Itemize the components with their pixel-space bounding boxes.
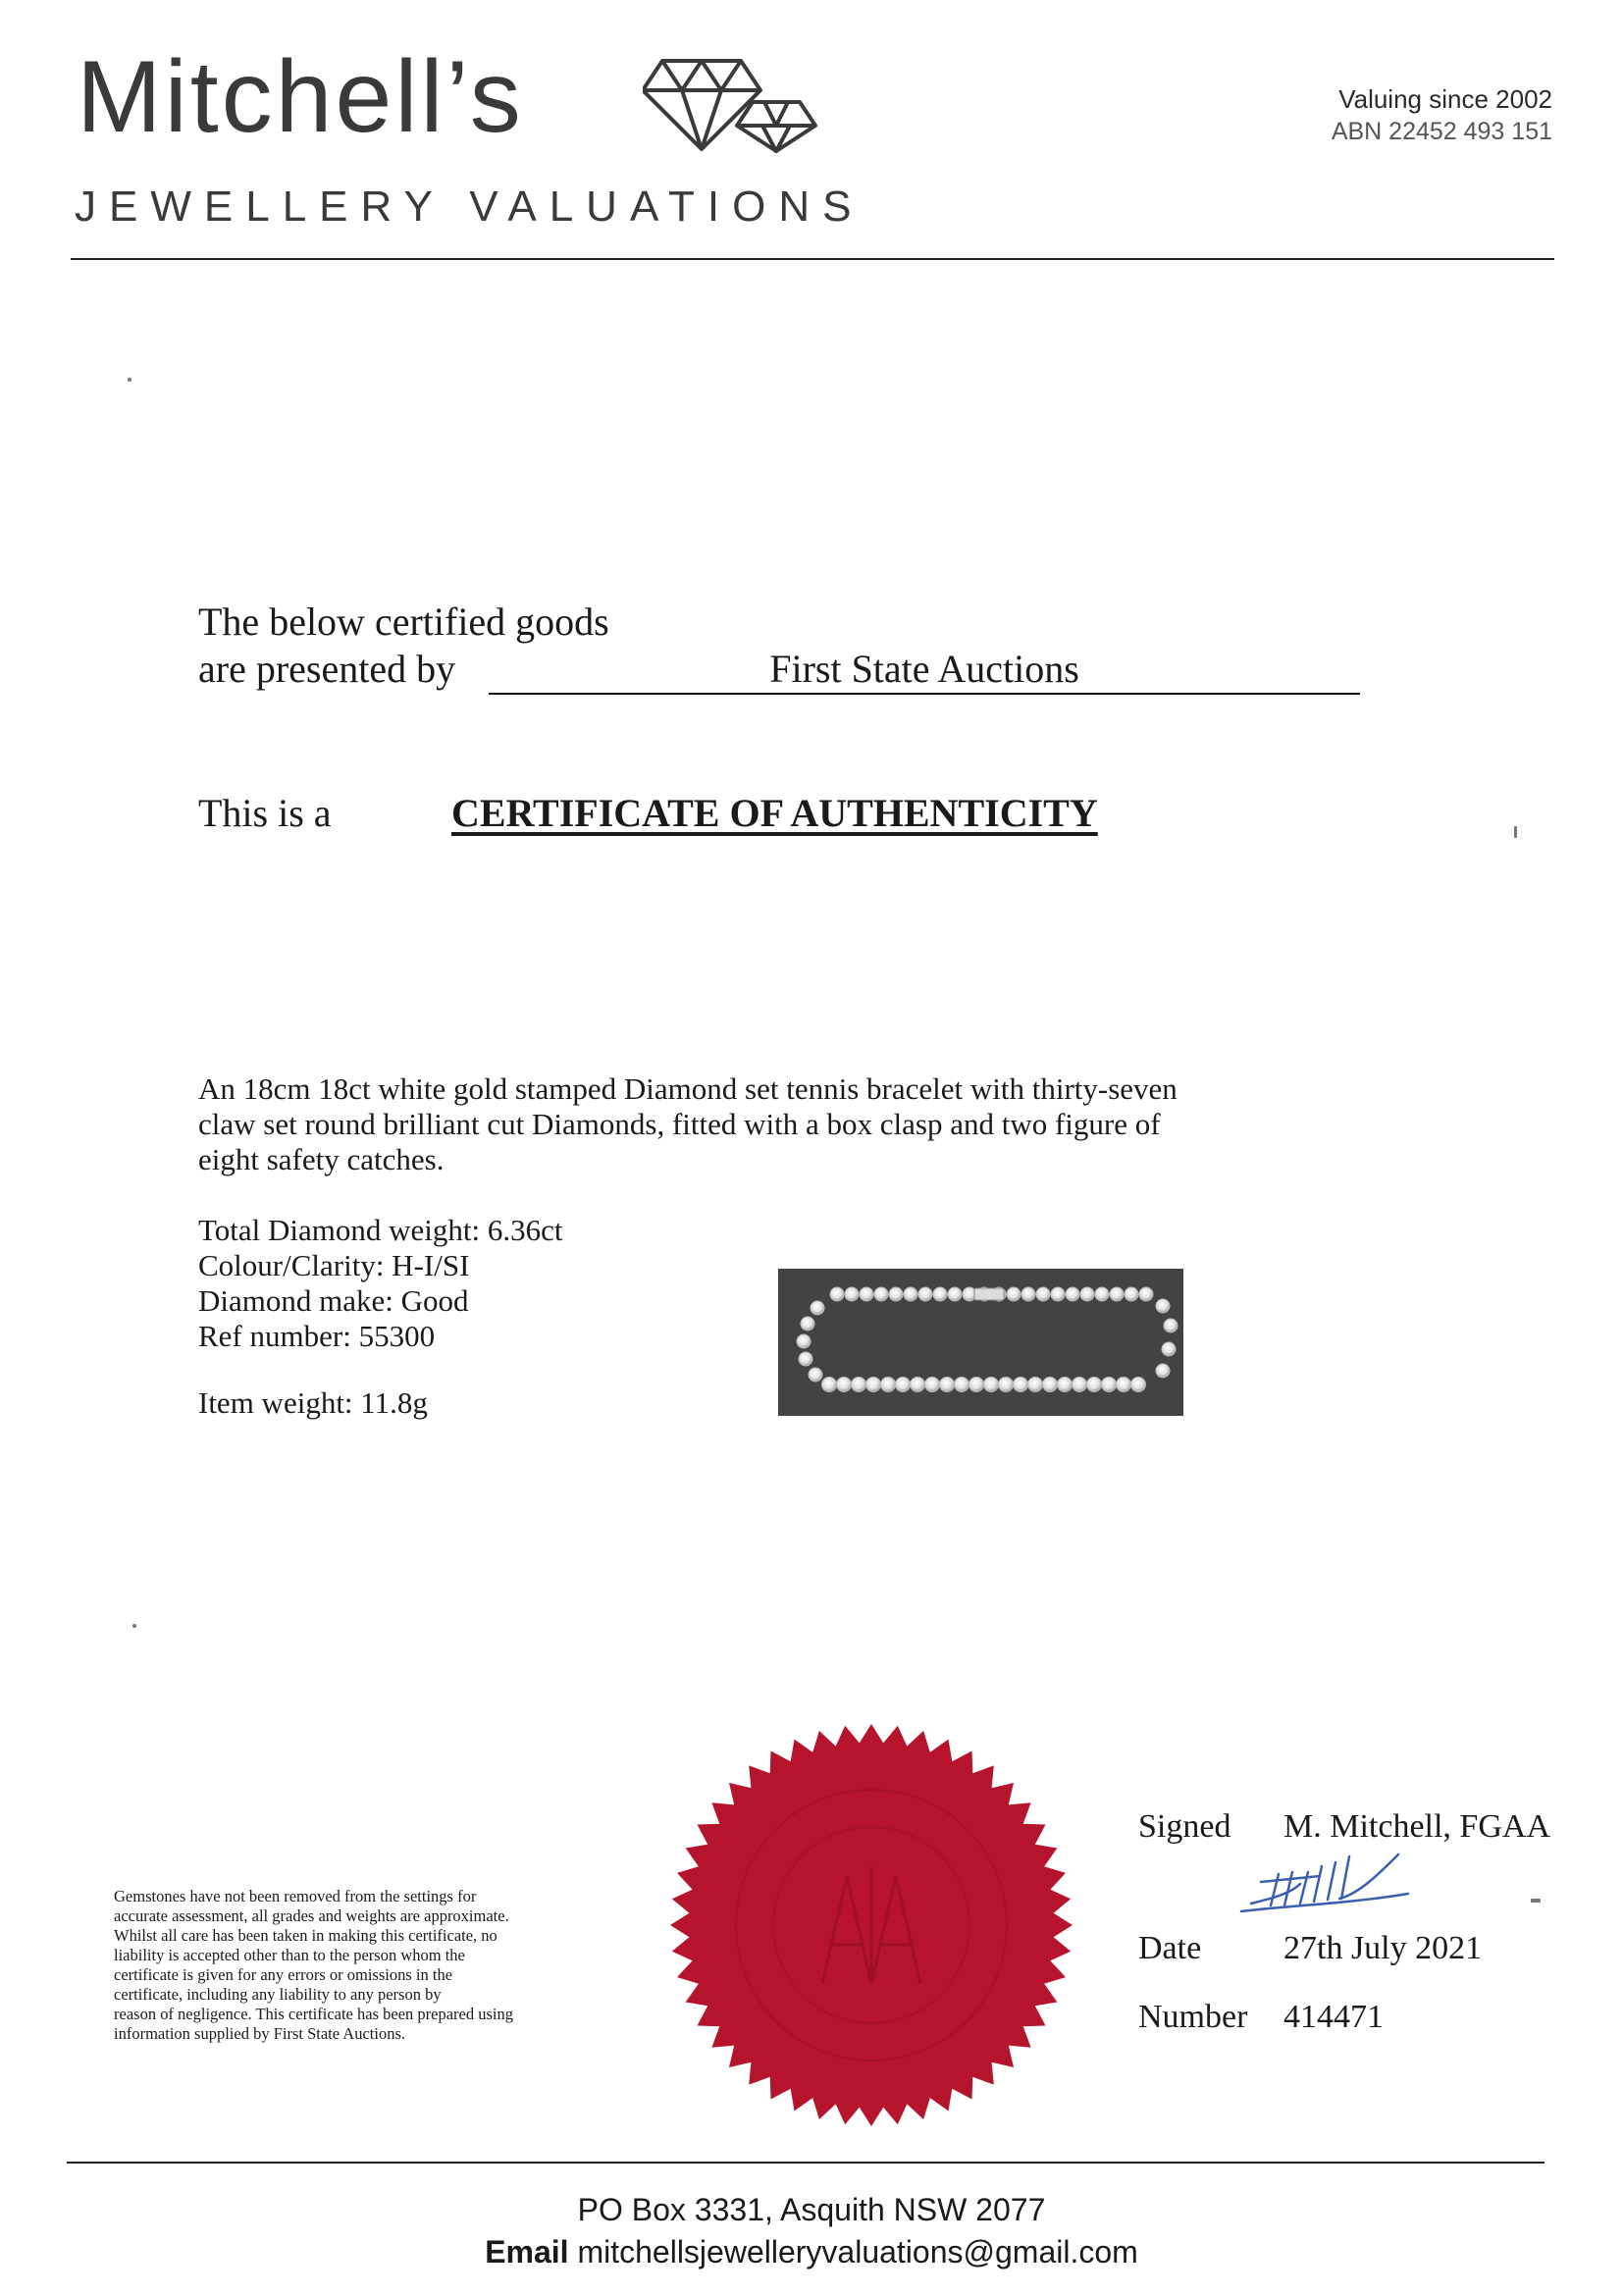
- certificate-number: 414471: [1283, 1999, 1384, 2035]
- certificate-title: CERTIFICATE OF AUTHENTICITY: [451, 791, 1098, 835]
- diamond-logo-icon: [643, 45, 819, 153]
- intro-line-1: The below certified goods: [198, 600, 609, 644]
- spec-item-weight: Item weight: 11.8g: [198, 1385, 428, 1420]
- abn-number: ABN 22452 493 151: [1331, 118, 1552, 145]
- footer-divider: [67, 2162, 1544, 2164]
- signer-name: M. Mitchell, FGAA: [1283, 1808, 1550, 1845]
- footer-address: PO Box 3331, Asquith NSW 2077: [577, 2192, 1046, 2227]
- signed-label: Signed: [1138, 1808, 1231, 1845]
- spec-diamond-make: Diamond make: Good: [198, 1283, 469, 1318]
- handwritten-signature: [1231, 1845, 1428, 1923]
- spec-colour-clarity: Colour/Clarity: H-I/SI: [198, 1248, 470, 1282]
- scan-speck: [132, 1624, 136, 1628]
- email-address[interactable]: mitchellsjewelleryvaluations@gmail.com: [577, 2234, 1138, 2270]
- item-description: An 18cm 18ct white gold stamped Diamond set tennis bracelet with thirty-seven claw set round brilliant cut Diamonds, fitted with a box clasp and two figure of eight safety catches.: [198, 1071, 1178, 1176]
- intro-line-2: are presented by: [198, 647, 456, 691]
- header-divider: [71, 258, 1554, 260]
- certificate-lead: This is a: [198, 791, 332, 835]
- brand-name: Mitchell’s: [77, 40, 524, 154]
- scan-speck: [1514, 826, 1517, 838]
- footer-email-line: [0, 2234, 1623, 2270]
- tagline: Valuing since 2002: [1338, 84, 1552, 114]
- spec-ref-number: Ref number: 55300: [198, 1319, 436, 1353]
- email-label: Email: [485, 2234, 569, 2270]
- scan-speck: [128, 378, 131, 382]
- date-label: Date: [1138, 1930, 1202, 1966]
- bracelet-photo: [778, 1269, 1183, 1416]
- number-label: Number: [1138, 1999, 1248, 2035]
- red-wax-seal: [665, 1719, 1077, 2131]
- disclaimer-text: Gemstones have not been removed from the settings for accurate assessment, all grades and weights are approximate. Whilst all care has been taken in making this certificate, no liability is accepted other than to the person whom the certificate is given for any errors or omissions in the certificate, including any liability to any person by reason of negligence. This certificate has been prepared using information supplied by First State Auctions.: [114, 1887, 513, 2043]
- brand-subtitle: JEWELLERY VALUATIONS: [75, 183, 864, 231]
- presenter-field: [489, 646, 1360, 695]
- spec-total-weight: Total Diamond weight: 6.36ct: [198, 1213, 563, 1247]
- scan-speck: [1531, 1899, 1541, 1903]
- presenter-name: First State Auctions: [769, 647, 1079, 691]
- certificate-date: 27th July 2021: [1283, 1930, 1483, 1966]
